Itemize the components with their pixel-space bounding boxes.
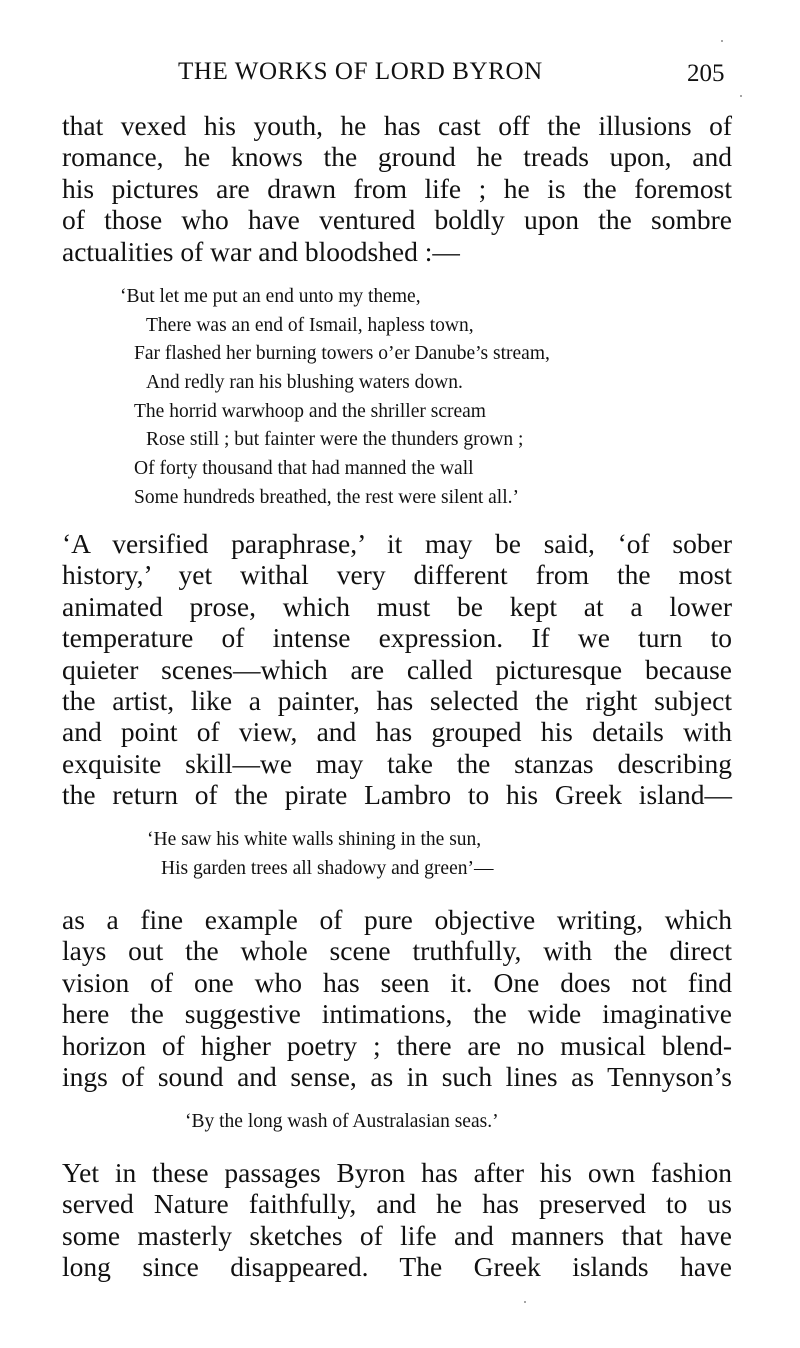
verse-quote-ismail — [120, 283, 550, 513]
verse-line: ‘But let me put an end unto my theme, — [120, 286, 421, 307]
print-speck — [524, 1301, 526, 1303]
text-line: the artist, like a painter, has selected the right subject — [62, 684, 732, 716]
print-speck — [721, 40, 723, 42]
text-line: ings of sound and sense, as in such lines as Tennyson’s — [62, 1060, 732, 1092]
verse-line: Of forty thousand that had manned the wall — [134, 458, 474, 480]
verse-line: ‘He saw his white walls shining in the sun, — [147, 829, 482, 850]
paragraph-2 — [62, 528, 732, 811]
text-line: Yet in these passages Byron has after his own fashion — [62, 1157, 732, 1188]
text-line: as a fine example of pure objective writing, which — [62, 904, 732, 935]
verse-quote-tennyson — [185, 1108, 499, 1137]
text-line: his pictures are drawn from life ; he is the foremost — [62, 172, 732, 204]
text-line: that vexed his youth, he has cast off the illusions of — [62, 110, 732, 141]
verse-line: His garden trees all shadowy and green’— — [161, 857, 494, 879]
paragraph-1 — [62, 110, 732, 267]
paragraph-3 — [62, 904, 732, 1092]
text-line: the return of the pirate Lambro to his Greek island— — [62, 779, 732, 811]
text-line: romance, he knows the ground he treads upon, and — [62, 141, 732, 173]
print-speck — [740, 95, 742, 97]
verse-line: Rose still ; but fainter were the thunders grown ; — [146, 429, 524, 451]
verse-line: And redly ran his blushing waters down. — [146, 372, 463, 394]
text-line: history,’ yet withal very different from the most — [62, 559, 732, 591]
text-line: horizon of higher poetry ; there are no musical blend- — [62, 1029, 732, 1061]
verse-line: Some hundreds breathed, the rest were silent all.’ — [134, 486, 520, 508]
page-number: 205 — [687, 60, 725, 87]
verse-line: The horrid warwhoop and the shriller scream — [134, 400, 486, 422]
text-line: and point of view, and has grouped his details with — [62, 716, 732, 748]
text-line: quieter scenes—which are called picturesque because — [62, 653, 732, 685]
text-line: exquisite skill—we may take the stanzas describing — [62, 747, 732, 779]
text-line: of those who have ventured boldly upon the sombre — [62, 204, 732, 236]
text-line: some masterly sketches of life and manners that have — [62, 1219, 732, 1251]
running-header — [0, 58, 800, 92]
text-line: temperature of intense expression. If we turn to — [62, 622, 732, 654]
text-line: ‘A versified paraphrase,’ it may be said, ‘of sober — [62, 528, 732, 559]
text-line: vision of one who has seen it. One does not find — [62, 966, 732, 998]
paragraph-4 — [62, 1157, 732, 1283]
verse-line: There was an end of Ismail, hapless town, — [146, 314, 474, 336]
text-line: served Nature faithfully, and he has preserved to us — [62, 1188, 732, 1220]
text-line: here the suggestive intimations, the wide imaginative — [62, 998, 732, 1030]
verse-line: ‘By the long wash of Australasian seas.’ — [185, 1111, 499, 1132]
verse-line: Far flashed her burning towers o’er Danube’s stream, — [134, 343, 550, 365]
running-title: THE WORKS OF LORD BYRON — [178, 58, 543, 85]
text-line: animated prose, which must be kept at a lower — [62, 590, 732, 622]
text-line: long since disappeared. The Greek islands have — [62, 1251, 732, 1283]
verse-quote-lambro — [147, 826, 493, 883]
text-line: lays out the whole scene truthfully, with the direct — [62, 935, 732, 967]
text-line: actualities of war and bloodshed :— — [62, 235, 460, 267]
